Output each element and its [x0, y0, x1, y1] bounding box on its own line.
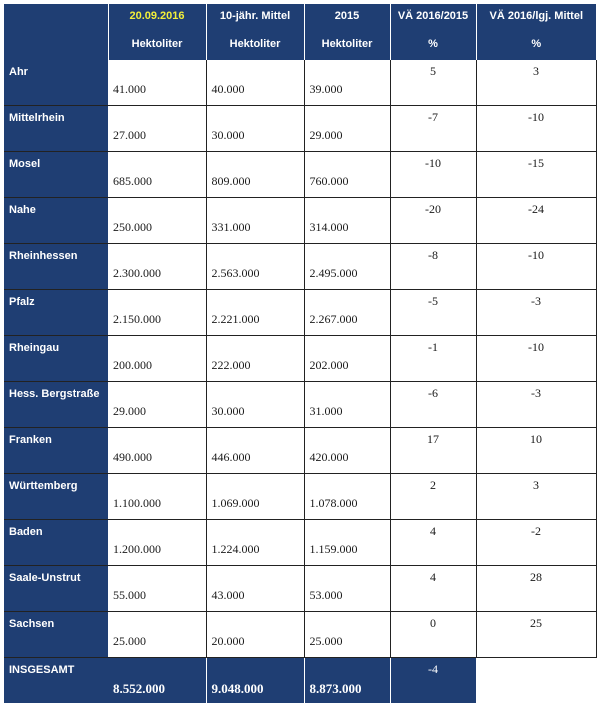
value-2015: 1.159.000 [304, 520, 390, 566]
change-vs-avg: -10 [476, 336, 596, 382]
region-name: Franken [4, 428, 108, 474]
header-change-2015-unit: % [428, 38, 438, 50]
table-body [4, 60, 596, 703]
value-2015: 29.000 [304, 106, 390, 152]
total-row [4, 658, 596, 704]
value-10yr-avg: 446.000 [206, 428, 304, 474]
value-2016: 250.000 [108, 198, 206, 244]
header-10yr-avg-label: 10-jähr. Mittel [219, 10, 291, 22]
region-name: Rheinhessen [4, 244, 108, 290]
change-vs-avg: 10 [476, 428, 596, 474]
change-vs-2015: 4 [390, 566, 476, 612]
header-2015 [304, 4, 390, 60]
total-label: INSGESAMT [4, 658, 108, 704]
header-2016 [108, 4, 206, 60]
value-2016: 1.200.000 [108, 520, 206, 566]
change-vs-avg: 3 [476, 60, 596, 106]
region-name: Hess. Bergstraße [4, 382, 108, 428]
header-change-2015-label: VÄ 2016/2015 [397, 10, 469, 22]
region-name: Mosel [4, 152, 108, 198]
table-row [4, 612, 596, 658]
change-vs-2015: -7 [390, 106, 476, 152]
value-2015: 420.000 [304, 428, 390, 474]
header-2016-unit: Hektoliter [131, 38, 183, 50]
table-row [4, 60, 596, 106]
header-change-avg-unit: % [531, 38, 542, 50]
value-10yr-avg: 809.000 [206, 152, 304, 198]
value-10yr-avg: 40.000 [206, 60, 304, 106]
value-10yr-avg: 222.000 [206, 336, 304, 382]
value-10yr-avg: 1.069.000 [206, 474, 304, 520]
value-2015: 2.267.000 [304, 290, 390, 336]
change-vs-2015: -5 [390, 290, 476, 336]
change-vs-2015: -8 [390, 244, 476, 290]
change-vs-2015: -1 [390, 336, 476, 382]
value-10yr-avg: 331.000 [206, 198, 304, 244]
region-name: Ahr [4, 60, 108, 106]
region-name: Sachsen [4, 612, 108, 658]
change-vs-2015: 2 [390, 474, 476, 520]
value-2015: 39.000 [304, 60, 390, 106]
header-change-avg [476, 4, 596, 60]
value-10yr-avg: 20.000 [206, 612, 304, 658]
total-change-vs-avg: -5 [476, 658, 596, 704]
value-2015: 25.000 [304, 612, 390, 658]
total-10yr-avg: 9.048.000 [206, 658, 304, 704]
region-name: Württemberg [4, 474, 108, 520]
total-2016: 8.552.000 [108, 658, 206, 704]
change-vs-avg: 28 [476, 566, 596, 612]
change-vs-2015: -10 [390, 152, 476, 198]
value-2016: 25.000 [108, 612, 206, 658]
total-2015: 8.873.000 [304, 658, 390, 704]
value-2016: 41.000 [108, 60, 206, 106]
region-name: Pfalz [4, 290, 108, 336]
table-row [4, 152, 596, 198]
change-vs-avg: 25 [476, 612, 596, 658]
value-2016: 29.000 [108, 382, 206, 428]
header-change-2015 [390, 4, 476, 60]
value-2016: 490.000 [108, 428, 206, 474]
change-vs-avg: -3 [476, 290, 596, 336]
change-vs-avg: -10 [476, 106, 596, 152]
change-vs-avg: -10 [476, 244, 596, 290]
table-row [4, 244, 596, 290]
total-change-vs-2015: -4 [390, 658, 476, 704]
region-name: Saale-Unstrut [4, 566, 108, 612]
value-2016: 55.000 [108, 566, 206, 612]
value-10yr-avg: 2.563.000 [206, 244, 304, 290]
change-vs-avg: -15 [476, 152, 596, 198]
table-row [4, 428, 596, 474]
change-vs-2015: -6 [390, 382, 476, 428]
region-name: Mittelrhein [4, 106, 108, 152]
table-row [4, 198, 596, 244]
table-header [4, 4, 596, 60]
value-2015: 1.078.000 [304, 474, 390, 520]
change-vs-2015: 5 [390, 60, 476, 106]
table-row [4, 290, 596, 336]
value-2015: 202.000 [304, 336, 390, 382]
change-vs-avg: -2 [476, 520, 596, 566]
table-row [4, 336, 596, 382]
region-name: Baden [4, 520, 108, 566]
change-vs-avg: -24 [476, 198, 596, 244]
change-vs-avg: -3 [476, 382, 596, 428]
header-2015-label: 2015 [334, 10, 360, 22]
value-2015: 314.000 [304, 198, 390, 244]
change-vs-2015: 17 [390, 428, 476, 474]
value-2016: 1.100.000 [108, 474, 206, 520]
value-2016: 2.150.000 [108, 290, 206, 336]
table-row [4, 520, 596, 566]
harvest-table [4, 4, 597, 703]
value-2015: 760.000 [304, 152, 390, 198]
header-10yr-avg-unit: Hektoliter [229, 38, 281, 50]
table-row [4, 106, 596, 152]
value-10yr-avg: 30.000 [206, 382, 304, 428]
header-change-avg-label: VÄ 2016/lgj. Mittel [489, 10, 584, 22]
value-10yr-avg: 1.224.000 [206, 520, 304, 566]
change-vs-2015: 4 [390, 520, 476, 566]
value-2016: 685.000 [108, 152, 206, 198]
region-name: Rheingau [4, 336, 108, 382]
change-vs-2015: 0 [390, 612, 476, 658]
region-name: Nahe [4, 198, 108, 244]
value-10yr-avg: 2.221.000 [206, 290, 304, 336]
header-10yr-avg [206, 4, 304, 60]
value-10yr-avg: 30.000 [206, 106, 304, 152]
value-2015: 2.495.000 [304, 244, 390, 290]
header-2016-date: 20.09.2016 [129, 10, 185, 22]
table-row [4, 382, 596, 428]
value-2016: 27.000 [108, 106, 206, 152]
value-2015: 53.000 [304, 566, 390, 612]
value-2016: 2.300.000 [108, 244, 206, 290]
change-vs-2015: -20 [390, 198, 476, 244]
value-10yr-avg: 43.000 [206, 566, 304, 612]
value-2015: 31.000 [304, 382, 390, 428]
table-row [4, 474, 596, 520]
table-row [4, 566, 596, 612]
header-region [4, 4, 108, 60]
harvest-table-container [4, 4, 596, 703]
value-2016: 200.000 [108, 336, 206, 382]
header-2015-unit: Hektoliter [321, 38, 373, 50]
change-vs-avg: 3 [476, 474, 596, 520]
